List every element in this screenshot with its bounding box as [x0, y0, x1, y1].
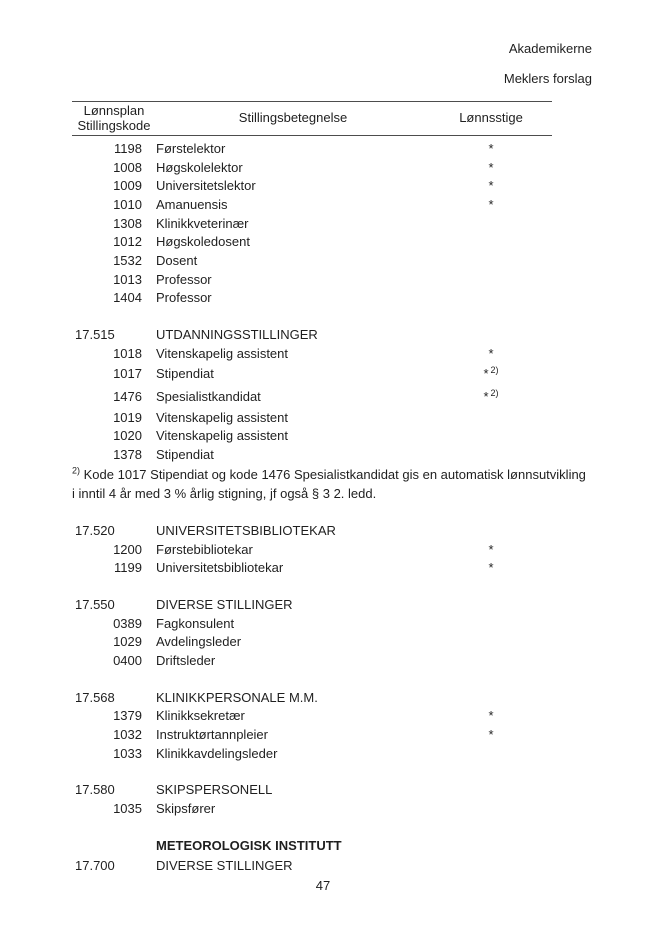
position-code: 1200	[113, 541, 142, 557]
lonnsstige-cell	[430, 366, 552, 381]
position-code: 1018	[113, 345, 142, 361]
salary-plan-section	[72, 139, 552, 307]
table-body	[72, 136, 586, 875]
position-code: 1012	[113, 234, 142, 250]
position-title: Stipendiat	[156, 447, 214, 463]
position-row	[72, 558, 552, 577]
position-title: Klinikksekretær	[156, 708, 245, 724]
lonnsstige-cell	[430, 178, 552, 193]
position-title: Spesialistkandidat	[156, 389, 261, 405]
salary-plan-code: 17.568	[75, 689, 115, 705]
position-title: Vitenskapelig assistent	[156, 428, 289, 444]
lonnsstige-cell	[430, 141, 552, 156]
header-organization: Akademikerne	[508, 41, 592, 56]
lonnsstige-cell	[430, 346, 552, 361]
position-row	[72, 445, 552, 464]
salary-plan-section	[72, 857, 552, 876]
section-header-row	[72, 781, 552, 800]
column-header-lonnsplan: Lønnsplan	[83, 103, 145, 118]
section-title: KLINIKKPERSONALE M.M.	[156, 689, 318, 705]
position-code: 0400	[113, 652, 142, 668]
position-title: Dosent	[156, 252, 198, 268]
position-code: 1308	[113, 215, 142, 231]
lonnsstige-cell	[430, 160, 552, 175]
lonnsstige-asterisk: *	[488, 159, 494, 175]
column-header-lonnsplan-stillingskode	[72, 103, 156, 133]
position-code: 0389	[113, 615, 142, 631]
position-code: 1009	[113, 178, 142, 194]
lonnsstige-cell	[430, 542, 552, 557]
column-header-lonnsstige: Lønnsstige	[459, 110, 523, 125]
lonnsstige-asterisk: *	[483, 366, 489, 382]
position-code: 1029	[113, 634, 142, 650]
position-code: 1020	[113, 428, 142, 444]
salary-plan-code: 17.515	[75, 327, 115, 343]
document-header	[0, 0, 670, 88]
position-row	[72, 385, 552, 408]
position-title: Høgskoledosent	[156, 234, 250, 250]
salary-plan-code: 17.550	[75, 596, 115, 612]
position-title: Skipsfører	[156, 801, 216, 817]
position-title: Vitenskapelig assistent	[156, 345, 289, 361]
position-title: Vitenskapelig assistent	[156, 409, 289, 425]
position-code: 1017	[113, 366, 142, 382]
position-code: 1198	[114, 140, 142, 156]
position-code: 1008	[113, 159, 142, 175]
section-header-row	[72, 688, 552, 707]
position-row	[72, 195, 552, 214]
position-title: Universitetsbibliotekar	[156, 560, 284, 576]
position-title: Fagkonsulent	[156, 615, 235, 631]
position-row	[72, 725, 552, 744]
section-title: UNIVERSITETSBIBLIOTEKAR	[156, 522, 336, 538]
position-code: 1013	[113, 271, 142, 287]
position-row	[72, 214, 552, 233]
position-code: 1019	[113, 409, 142, 425]
position-row	[72, 289, 552, 308]
lonnsstige-asterisk: *	[488, 140, 494, 156]
footnote	[72, 465, 588, 503]
position-row	[72, 251, 552, 270]
position-code: 1532	[113, 252, 142, 268]
table-header-row	[72, 101, 552, 136]
position-code: 1476	[113, 389, 142, 405]
lonnsstige-cell	[430, 389, 552, 404]
header-subtitle: Meklers forslag	[503, 71, 592, 86]
lonnsstige-asterisk: *	[488, 541, 494, 557]
position-title: Klinikkveterinær	[156, 215, 249, 231]
lonnsstige-asterisk: *	[488, 196, 494, 212]
position-row	[72, 799, 552, 818]
lonnsstige-footnote-ref: 2)	[490, 387, 499, 398]
salary-plan-section	[72, 595, 552, 670]
lonnsstige-cell	[430, 197, 552, 212]
institution-title: METEOROLOGISK INSTITUTT	[156, 837, 342, 853]
salary-plan-code: 17.580	[75, 782, 115, 798]
position-title: Førstebibliotekar	[156, 541, 253, 557]
salary-plan-section	[72, 688, 552, 763]
position-title: Avdelingsleder	[156, 634, 242, 650]
footnote-text: Kode 1017 Stipendiat og kode 1476 Spesialistkandidat gis en automatisk lønnsutvikling i inntil 4 år med 3 % årlig stigning, jf også § 3 2. ledd.	[72, 467, 586, 501]
position-title: Professor	[156, 290, 212, 306]
position-title: Professor	[156, 271, 212, 287]
position-code: 1035	[113, 801, 142, 817]
position-code: 1033	[113, 745, 142, 761]
salary-plan-code: 17.520	[75, 522, 115, 538]
section-title: UTDANNINGSSTILLINGER	[156, 327, 318, 343]
lonnsstige-asterisk: *	[483, 389, 489, 405]
position-row	[72, 707, 552, 726]
position-row	[72, 232, 552, 251]
lonnsstige-cell	[430, 727, 552, 742]
position-title: Klinikkavdelingsleder	[156, 745, 278, 761]
position-row	[72, 139, 552, 158]
page-number: 47	[315, 878, 331, 893]
position-row	[72, 363, 552, 386]
position-row	[72, 158, 552, 177]
section-title: DIVERSE STILLINGER	[156, 858, 293, 874]
section-title: SKIPSPERSONELL	[156, 782, 273, 798]
position-title: Førstelektor	[156, 140, 226, 156]
position-title: Amanuensis	[156, 196, 228, 212]
salary-plan-section	[72, 521, 552, 577]
position-title: Driftsleder	[156, 652, 216, 668]
position-row	[72, 614, 552, 633]
position-row	[72, 427, 552, 446]
section-header-row	[72, 325, 552, 344]
column-header-stillingskode: Stillingskode	[77, 118, 151, 133]
section-title: DIVERSE STILLINGER	[156, 596, 293, 612]
column-header-stillingsbetegnelse: Stillingsbetegnelse	[238, 110, 348, 125]
position-row	[72, 540, 552, 559]
position-code: 1404	[113, 290, 142, 306]
position-row	[72, 632, 552, 651]
salary-plan-section	[72, 781, 552, 818]
salary-plan-section	[72, 325, 552, 464]
lonnsstige-asterisk: *	[488, 178, 494, 194]
section-header-row	[72, 595, 552, 614]
position-row	[72, 408, 552, 427]
lonnsstige-cell	[430, 560, 552, 575]
position-title: Stipendiat	[156, 366, 214, 382]
position-code: 1199	[114, 560, 142, 576]
position-code: 1032	[113, 727, 142, 743]
lonnsstige-asterisk: *	[488, 708, 494, 724]
position-code: 1378	[113, 447, 142, 463]
section-header-row	[72, 521, 552, 540]
position-code: 1379	[113, 708, 142, 724]
salary-plan-code: 17.700	[75, 858, 115, 874]
institution-header-row	[72, 836, 552, 855]
position-title: Universitetslektor	[156, 178, 256, 194]
lonnsstige-cell	[430, 708, 552, 723]
position-row	[72, 651, 552, 670]
position-code: 1010	[113, 196, 142, 212]
footnote-marker: 2)	[72, 465, 81, 476]
lonnsstige-footnote-ref: 2)	[490, 365, 499, 376]
lonnsstige-asterisk: *	[488, 345, 494, 361]
position-title: Instruktørtannpleier	[156, 727, 268, 743]
position-row	[72, 344, 552, 363]
lonnsstige-asterisk: *	[488, 560, 494, 576]
salary-table	[72, 101, 586, 875]
position-row	[72, 270, 552, 289]
section-header-row	[72, 857, 552, 876]
lonnsstige-asterisk: *	[488, 727, 494, 743]
position-title: Høgskolelektor	[156, 159, 243, 175]
position-row	[72, 176, 552, 195]
position-row	[72, 744, 552, 763]
